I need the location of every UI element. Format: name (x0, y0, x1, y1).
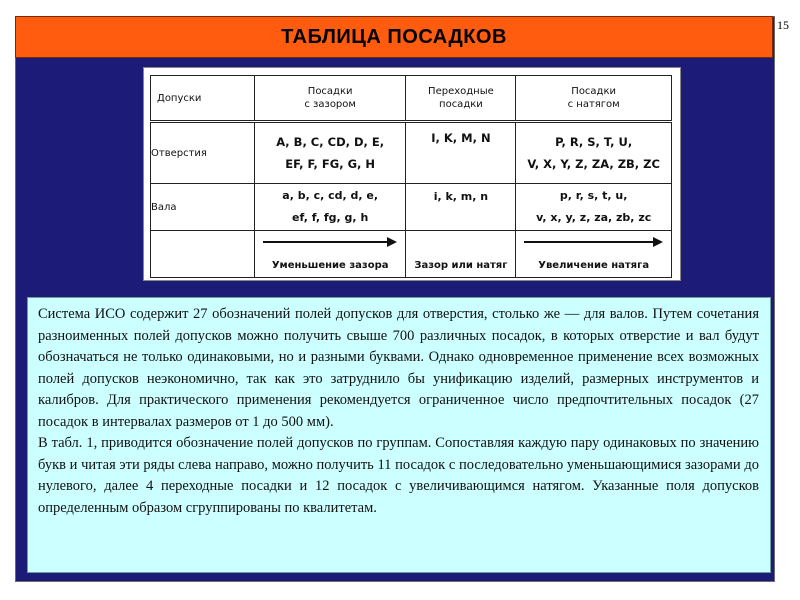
fits-table (150, 75, 672, 278)
page-number: 15 (777, 18, 789, 32)
holes-transition-cell (406, 122, 516, 184)
row-label-holes: Отверстия (151, 122, 255, 184)
increasing-interference-cell (516, 231, 672, 278)
right-arrow-icon (524, 241, 661, 243)
description-paragraph-1: Система ИСО содержит 27 обозначений полей допусков для отверстия, столько же — для валов. Путем сочетания разноименных полей допусков можно получить свыше 700 различных посадок, в которых отверстие и вал будут обозначаться не только одинаковыми, но и разными буквами. Однако одновременное применение всех возможных полей допусков неэкономично, так как это затруднило бы унификацию изделий, размерных инструментов и калибров. Для практического применения рекомендуется ограниченное число предпочтительных посадок (27 посадок в интервалах размеров от 1 до 500 мм). (38, 306, 759, 430)
header-transition (406, 76, 516, 122)
header-clearance-line1: Посадки (307, 86, 353, 97)
table-row-arrows (151, 231, 672, 278)
decreasing-clearance-label: Уменьшение зазора (271, 260, 389, 271)
holes-interference-line1: P, R, S, T, U, (555, 135, 633, 149)
holes-clearance-line1: A, B, C, CD, D, E, (276, 135, 385, 149)
table-row-holes (151, 122, 672, 184)
holes-interference-line2: V, X, Y, Z, ZA, ZB, ZC (527, 157, 660, 171)
page-title: ТАБЛИЦА ПОСАДКОВ (281, 25, 507, 48)
header-interference-line1: Посадки (571, 86, 617, 97)
clearance-or-interference-cell (406, 231, 516, 278)
clearance-or-interference-label: Зазор или натяг (414, 260, 508, 271)
header-interference-line2: с натягом (567, 99, 620, 110)
header-interference (516, 76, 672, 122)
shafts-clearance-line2: ef, f, fg, g, h (292, 211, 369, 224)
table-header-row (151, 76, 672, 122)
shafts-interference-line2: v, x, y, z, za, zb, zc (536, 211, 652, 224)
header-transition-line2: посадки (439, 99, 483, 110)
arrow-row-blank (151, 231, 255, 278)
row-label-shafts: Вала (151, 184, 255, 231)
header-tolerances-text: Допуски (157, 92, 202, 104)
header-clearance-line2: с зазором (304, 99, 356, 110)
header-tolerances (151, 76, 255, 122)
shafts-clearance-cell (254, 184, 406, 231)
description-paragraph-2: В табл. 1, приводится обозначение полей допусков по группам. Сопоставляя каждую пару одинаковых по значению букв и читая эти ряды слева направо, можно получить 11 посадок с последовательно уменьшающимися зазорами до нулевого, далее 4 переходные посадки и 12 посадок с увеличивающимся натягом. Указанные поля допусков определенным образом сгруппированы по квалитетам. (38, 435, 759, 516)
title-bar (15, 16, 773, 58)
shafts-transition-cell (406, 184, 516, 231)
shafts-interference-cell (516, 184, 672, 231)
shafts-clearance-line1: a, b, c, cd, d, e, (282, 189, 379, 202)
holes-interference-cell (516, 122, 672, 184)
description-text-box (27, 297, 771, 573)
shafts-interference-line1: p, r, s, t, u, (559, 189, 628, 202)
holes-clearance-cell (254, 122, 406, 184)
header-transition-line1: Переходные (428, 86, 494, 97)
decreasing-clearance-cell (254, 231, 406, 278)
shafts-transition-line1: i, k, m, n (433, 190, 489, 203)
holes-clearance-line2: EF, F, FG, G, H (285, 157, 376, 171)
increasing-interference-label: Увеличение натяга (538, 260, 650, 271)
fits-table-panel (143, 67, 681, 281)
table-row-shafts (151, 184, 672, 231)
right-arrow-icon (263, 241, 396, 243)
header-clearance (254, 76, 406, 122)
holes-transition-line1: I, K, M, N (431, 131, 491, 145)
